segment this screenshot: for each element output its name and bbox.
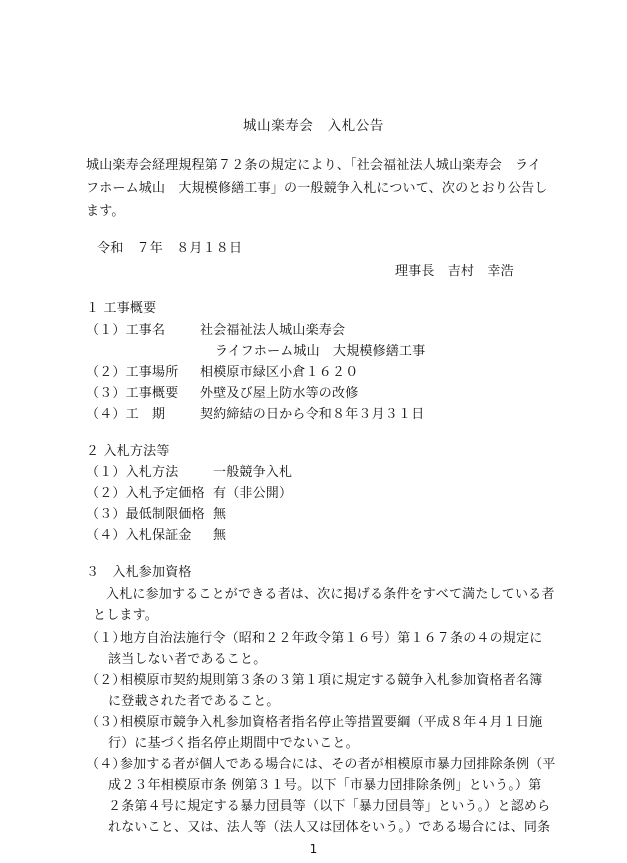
item-label: （２）工事場所 (86, 365, 179, 380)
item-line: 相模原市競争入札参加資格者指名停止等措置要綱（平成８年４月１日施 (120, 715, 543, 730)
item-line: 行）に基づく指名停止期間中でないこと。 (108, 736, 359, 751)
item-value: 無 (213, 507, 227, 522)
item-line: に登載された者であること。 (108, 694, 280, 709)
intro-line: ます。 (86, 204, 125, 219)
item-line: 参加する者が個人である場合には、その者が相模原市暴力団排除条例（平 (120, 757, 556, 772)
item-value: 一般競争入札 (213, 465, 293, 480)
item-label: （１）入札方法 (86, 465, 179, 480)
lead-line: とします。 (93, 608, 158, 623)
item-value: 相模原市緑区小倉１６２０ (200, 365, 359, 380)
item-label: （４）入札保証金 (86, 528, 192, 543)
item-value: 契約締結の日から令和８年３月３１日 (200, 407, 425, 422)
item-value: ライフホーム城山 大規模修繕工事 (215, 344, 426, 359)
item-line: 成２３年相模原市条 例第３１号。以下「市暴力団排除条例」という。）第 (108, 778, 542, 793)
intro-line: 城山楽寿会経理規程第７２条の規定により、「社会福祉法人城山楽寿会 ライ (86, 158, 542, 173)
item-line: 該当しない者であること。 (108, 652, 267, 667)
item-label: （３）最低制限価格 (86, 507, 205, 522)
item-label: （２） (86, 673, 126, 688)
item-value: 社会福祉法人城山楽寿会 (200, 323, 346, 338)
item-label: （４）工 期 (86, 407, 166, 422)
item-value: 無 (213, 528, 227, 543)
section-heading: ２ 入札方法等 (86, 444, 170, 459)
intro-line: フホーム城山 大規模修繕工事」の一般競争入札について、次のとおり公告し (86, 181, 548, 196)
item-label: （４） (86, 757, 126, 772)
item-line: れないこと、又は、法人等（法人又は団体をいう。）である場合には、同条 (108, 820, 551, 835)
document-title: 城山楽寿会 入札公告 (243, 118, 384, 134)
issue-date: 令和 ７年 ８月１８日 (97, 241, 243, 256)
section-heading: ３ 入札参加資格 (86, 565, 192, 580)
item-value: 外壁及び屋上防水等の改修 (200, 386, 359, 401)
item-line: ２条第４号に規定する暴力団員等（以下「暴力団員等」という。）と認めら (108, 799, 551, 814)
item-label: （３） (86, 715, 126, 730)
item-label: （３）工事概要 (86, 386, 179, 401)
item-label: （２）入札予定価格 (86, 486, 205, 501)
section-heading: １ 工事概要 (86, 301, 157, 316)
lead-line: 入札に参加することができる者は、次に掲げる条件をすべて満たしている者 (106, 587, 555, 602)
item-line: 地方自治法施行令（昭和２２年政令第１６号）第１６７条の４の規定に (120, 631, 543, 646)
page-number: 1 (309, 842, 318, 856)
item-label: （１）工事名 (86, 323, 166, 338)
item-label: （１） (86, 631, 126, 646)
item-line: 相模原市契約規則第３条の３第１項に規定する競争入札参加資格者名簿 (120, 673, 543, 688)
item-value: 有（非公開） (213, 486, 293, 501)
signatory: 理事長 吉村 幸浩 (395, 264, 514, 279)
